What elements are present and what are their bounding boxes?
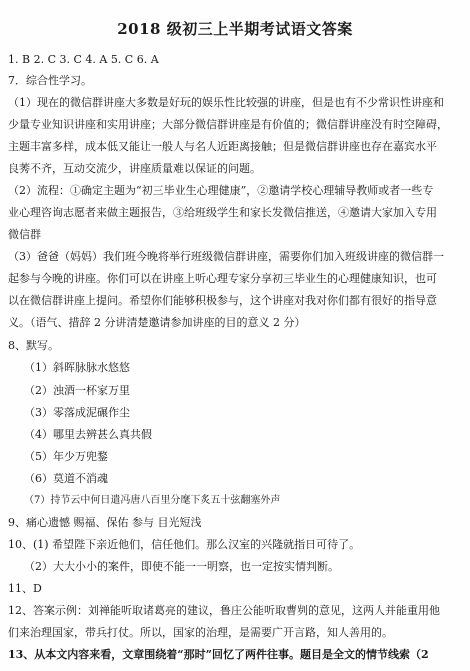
dictation-item: （2）浊酒一杯家万里 bbox=[24, 384, 130, 397]
answer-12-line: 们来治理国家，带兵打仗。所以，国家的治理，是需要广开言路，知人善用的。 bbox=[8, 626, 393, 639]
answer-7-2-line: 业心理咨询志愿者来做主题报告，③给班级学生和家长发微信推送，④邀请大家加入专用 bbox=[8, 206, 437, 219]
answer-13-line: 13、从本文内容来看，文章围绕着“那时”回忆了两件往事。题目是全文的情节线索（2 bbox=[8, 648, 429, 661]
answer-7-3-line: 义。（语气、措辞 2 分讲清楚邀请参加讲座的目的意义 2 分） bbox=[8, 316, 306, 329]
answer-11: 11、D bbox=[8, 582, 42, 595]
answer-12-line: 12、答案示例：刘禅能听取诸葛亮的建议，鲁庄公能听取曹刿的意见，这两人并能重用他 bbox=[8, 604, 440, 617]
answer-7-1-line: 主题丰富多样，成本低又能让一般人与名人近距离接触；但是微信群讲座也存在嘉宾水平 bbox=[8, 140, 437, 153]
dictation-item: （7）持节云中何日遣冯唐八百里分麾下炙五十弦翻塞外声 bbox=[24, 495, 281, 506]
dictation-item: （4）哪里去辨甚么真共假 bbox=[24, 428, 152, 441]
dictation-item: （3）零落成泥碾作尘 bbox=[24, 406, 130, 419]
answer-7-2-line: 微信群 bbox=[8, 228, 41, 241]
dictation-item: （1）斜晖脉脉水悠悠 bbox=[24, 361, 130, 374]
answer-7-1-line: 少量专业知识讲座和实用讲座；大部分微信群讲座是有价值的；微信群讲座没有时空障碍， bbox=[8, 118, 448, 131]
answer-7-3-line: 以在微信群讲座上提问。希望你们能够积极参与，这个讲座对我对你们都有很好的指导意 bbox=[8, 294, 437, 307]
answer-10-1: 10、(1) 希望陛下亲近他们，信任他们。那么汉室的兴隆就指日可待了。 bbox=[8, 538, 361, 551]
dictation-item: （6）莫道不消魂 bbox=[24, 472, 108, 485]
answer-7-1-line: 良莠不齐，互动交流少，讲座质量难以保证的问题。 bbox=[8, 162, 261, 175]
answer-1-6: 1. B 2. C 3. C 4. A 5. C 6. A bbox=[8, 53, 159, 66]
answer-7-3-line: （3）爸爸（妈妈）我们班今晚将举行班级微信群讲座，需要你们加入班级讲座的微信群一 bbox=[8, 250, 444, 263]
answer-10-2: （2）大大小小的案件，即使不能一一明察，也一定按实情判断。 bbox=[24, 560, 339, 573]
answer-9: 9、痛心遗憾 赐福、保佑 参与 目光短浅 bbox=[8, 516, 202, 529]
answer-7-1-line: （1）现在的微信群讲座大多数是好玩的娱乐性比较强的讲座，但是也有不少常识性讲座和 bbox=[8, 96, 444, 109]
answer-7-3-line: 起参与今晚的讲座。你们可以在讲座上听心理专家分享初三毕业生的心理健康知识，也可 bbox=[8, 272, 437, 285]
question-7-heading: 7．综合性学习。 bbox=[8, 74, 92, 87]
page-title: 2018 级初三上半期考试语文答案 bbox=[117, 20, 353, 38]
dictation-item: （5）年少万兜鍪 bbox=[24, 450, 108, 463]
question-8-heading: 8、默写。 bbox=[8, 339, 59, 352]
answer-7-2-line: （2）流程：①确定主题为“初三毕业生心理健康”，②邀请学校心理辅导教师或者一些专 bbox=[8, 184, 434, 197]
